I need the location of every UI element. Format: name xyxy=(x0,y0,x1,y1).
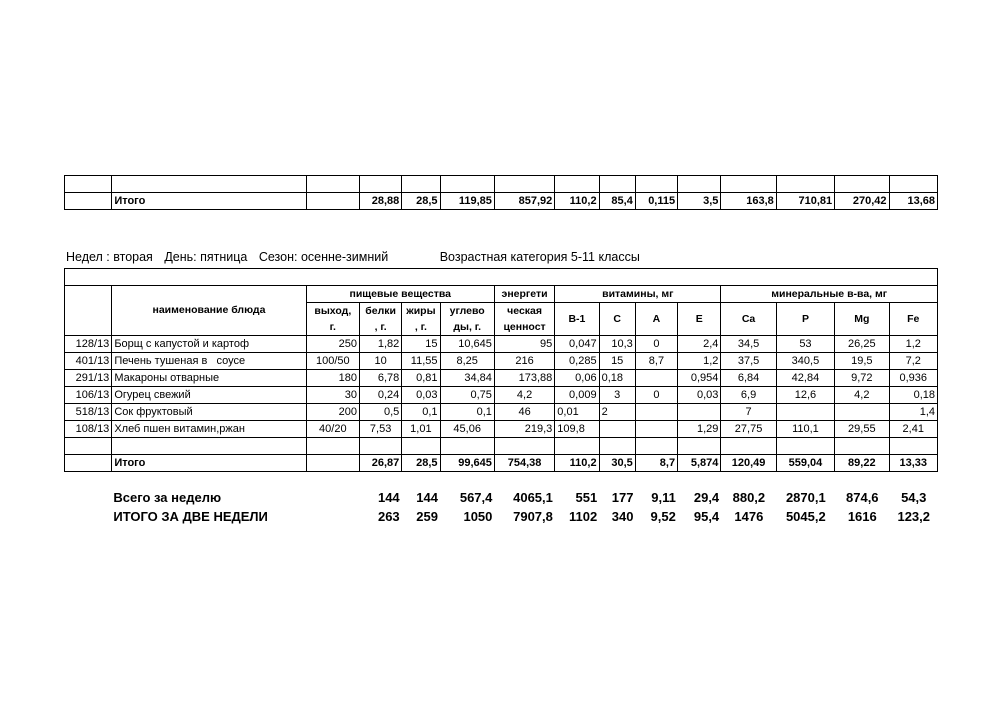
week-total-row xyxy=(64,488,938,507)
table-cell: 6,9 xyxy=(721,387,776,404)
table-cell: 1,29 xyxy=(678,421,721,438)
total-cell: 551 xyxy=(575,490,598,505)
total-cell: 30,5 xyxy=(599,455,635,472)
table-cell: 0,5 xyxy=(359,404,401,421)
total-cell: 123,2 xyxy=(897,509,931,524)
total-cell: 880,2 xyxy=(732,490,766,505)
total-row xyxy=(65,455,938,472)
blank-top-row xyxy=(65,269,938,286)
table-cell: 0,24 xyxy=(359,387,401,404)
table-cell: 37,5 xyxy=(721,353,776,370)
recipe-code: 401/13 xyxy=(65,353,112,370)
total-cell: 270,42 xyxy=(835,193,889,210)
table-cell: 109,8 xyxy=(555,421,599,438)
total-cell: 5,874 xyxy=(678,455,721,472)
table-cell: 180 xyxy=(306,370,359,387)
dish-name: Огурец свежий xyxy=(112,387,306,404)
vitamins-header: витамины, мг xyxy=(555,286,721,303)
table-cell: 19,5 xyxy=(835,353,889,370)
table-cell: 12,6 xyxy=(776,387,834,404)
two-weeks-total-label: ИТОГО ЗА ДВЕ НЕДЕЛИ xyxy=(113,509,268,524)
table-cell: 45,06 xyxy=(440,421,494,438)
total-cell: 144 xyxy=(377,490,400,505)
previous-day-table xyxy=(64,175,938,210)
table-cell: 0,1 xyxy=(402,404,440,421)
total-cell: 9,52 xyxy=(650,509,676,524)
table-cell: 0,009 xyxy=(555,387,599,404)
min-ca-header: Ca xyxy=(721,303,776,336)
total-cell: 28,5 xyxy=(402,455,440,472)
total-cell: 26,87 xyxy=(359,455,401,472)
protein-unit: , г. xyxy=(359,319,401,336)
table-row xyxy=(65,421,938,438)
table-cell: 0,01 xyxy=(555,404,599,421)
table-cell: 1,82 xyxy=(359,336,401,353)
table-cell: 7 xyxy=(721,404,776,421)
table-cell: 200 xyxy=(306,404,359,421)
table-cell: 9,72 xyxy=(835,370,889,387)
table-cell: 0 xyxy=(635,336,677,353)
table-cell: 216 xyxy=(494,353,554,370)
total-cell: 119,85 xyxy=(440,193,494,210)
header-row-1 xyxy=(65,286,938,303)
table-cell: 7,2 xyxy=(889,353,938,370)
table-row xyxy=(65,336,938,353)
recipe-code: 108/13 xyxy=(65,421,112,438)
min-mg-header: Mg xyxy=(835,303,889,336)
table-cell: 219,3 xyxy=(494,421,554,438)
empty-row xyxy=(65,176,938,193)
empty-row xyxy=(65,438,938,455)
table-cell xyxy=(635,370,677,387)
total-cell: 3,5 xyxy=(678,193,721,210)
energy-header-1: энергети xyxy=(494,286,554,303)
table-cell: 1,2 xyxy=(889,336,938,353)
total-cell: 95,4 xyxy=(693,509,720,524)
table-cell: 0,047 xyxy=(555,336,599,353)
total-cell: 163,8 xyxy=(721,193,776,210)
vit-e-header: Е xyxy=(678,303,721,336)
table-cell xyxy=(776,404,834,421)
vit-a-header: А xyxy=(635,303,677,336)
table-cell: 250 xyxy=(306,336,359,353)
vit-b1-header: В-1 xyxy=(555,303,599,336)
menu-table xyxy=(64,268,938,472)
recipe-code: 128/13 xyxy=(65,336,112,353)
total-cell: 1616 xyxy=(847,509,877,524)
table-cell: 27,75 xyxy=(721,421,776,438)
total-cell: 13,68 xyxy=(889,193,937,210)
table-cell: 8,25 xyxy=(440,353,494,370)
table-cell: 0,06 xyxy=(555,370,599,387)
nutrients-header: пищевые вещества xyxy=(306,286,494,303)
carb-header: углево xyxy=(440,303,494,320)
table-cell: 29,55 xyxy=(835,421,889,438)
table-cell: 10 xyxy=(359,353,401,370)
total-cell: 120,49 xyxy=(721,455,776,472)
table-cell xyxy=(635,404,677,421)
table-cell: 42,84 xyxy=(776,370,834,387)
table-cell: 6,84 xyxy=(721,370,776,387)
dish-name: Печень тушеная в соусе xyxy=(112,353,306,370)
total-cell: 0,115 xyxy=(635,193,677,210)
table-cell: 0,81 xyxy=(402,370,440,387)
two-weeks-total-row xyxy=(64,507,938,526)
table-row xyxy=(65,404,938,421)
recipe-code: 106/13 xyxy=(65,387,112,404)
total-cell: 99,645 xyxy=(440,455,494,472)
table-cell: 0,285 xyxy=(555,353,599,370)
min-p-header: P xyxy=(776,303,834,336)
total-cell: 559,04 xyxy=(776,455,834,472)
energy-header-3: ценност xyxy=(494,319,554,336)
recipe-code: 518/13 xyxy=(65,404,112,421)
total-cell: 340 xyxy=(611,509,634,524)
table-cell xyxy=(835,404,889,421)
dish-name: Сок фруктовый xyxy=(112,404,306,421)
table-cell xyxy=(678,404,721,421)
menu-info-line xyxy=(66,250,640,264)
total-cell: 710,81 xyxy=(776,193,834,210)
table-cell: 100/50 xyxy=(306,353,359,370)
total-cell: 28,88 xyxy=(360,193,402,210)
total-cell: 177 xyxy=(611,490,634,505)
table-cell: 2,4 xyxy=(678,336,721,353)
table-cell: 0,18 xyxy=(599,370,635,387)
table-cell: 3 xyxy=(599,387,635,404)
week-total-label: Всего за неделю xyxy=(113,490,222,505)
total-cell: 4065,1 xyxy=(513,490,553,505)
total-cell: 54,3 xyxy=(901,490,927,505)
total-cell: 754,38 xyxy=(494,455,554,472)
total-cell: 13,33 xyxy=(889,455,938,472)
total-cell: 263 xyxy=(377,509,400,524)
table-cell: 15 xyxy=(402,336,440,353)
dish-name: Макароны отварные xyxy=(112,370,306,387)
table-cell: 7,53 xyxy=(359,421,401,438)
table-row xyxy=(65,353,938,370)
table-cell xyxy=(599,421,635,438)
table-cell: 53 xyxy=(776,336,834,353)
table-cell: 173,88 xyxy=(494,370,554,387)
table-row xyxy=(65,387,938,404)
total-cell: 1476 xyxy=(734,509,764,524)
season-label: Сезон: осенне-зимний xyxy=(258,250,389,264)
total-cell: 110,2 xyxy=(555,455,599,472)
table-cell: 26,25 xyxy=(835,336,889,353)
total-cell: 7907,8 xyxy=(513,509,553,524)
total-cell: 110,2 xyxy=(555,193,599,210)
table-cell: 95 xyxy=(494,336,554,353)
table-cell: 15 xyxy=(599,353,635,370)
table-cell: 0,954 xyxy=(678,370,721,387)
fat-unit: , г. xyxy=(402,319,440,336)
table-cell: 0 xyxy=(635,387,677,404)
day-label: День: пятница xyxy=(164,250,248,264)
table-cell: 8,7 xyxy=(635,353,677,370)
energy-header-2: ческая xyxy=(494,303,554,320)
table-cell: 110,1 xyxy=(776,421,834,438)
table-cell: 10,3 xyxy=(599,336,635,353)
dish-name-header: наименование блюда xyxy=(112,286,306,336)
table-cell: 340,5 xyxy=(776,353,834,370)
dish-name: Хлеб пшен витамин,ржан xyxy=(112,421,306,438)
total-label: Итого xyxy=(112,455,306,472)
total-cell: 144 xyxy=(416,490,438,505)
recipe-code: 291/13 xyxy=(65,370,112,387)
yield-header: выход, xyxy=(306,303,359,320)
table-cell: 2,41 xyxy=(889,421,938,438)
table-cell xyxy=(635,421,677,438)
carb-unit: ды, г. xyxy=(440,319,494,336)
table-cell: 30 xyxy=(306,387,359,404)
table-row xyxy=(65,370,938,387)
total-cell: 1050 xyxy=(463,509,493,524)
table-cell: 34,84 xyxy=(440,370,494,387)
table-cell: 0,936 xyxy=(889,370,938,387)
total-cell: 89,22 xyxy=(835,455,889,472)
dish-name: Борщ с капустой и картоф xyxy=(112,336,306,353)
table-cell: 4,2 xyxy=(494,387,554,404)
table-cell: 10,645 xyxy=(440,336,494,353)
total-cell: 85,4 xyxy=(599,193,635,210)
table-cell: 46 xyxy=(494,404,554,421)
total-cell: 2870,1 xyxy=(785,490,826,505)
total-cell: 9,11 xyxy=(651,490,676,505)
table-cell: 40/20 xyxy=(306,421,359,438)
age-category-label: Возрастная категория 5-11 классы xyxy=(439,250,640,264)
vit-c-header: С xyxy=(599,303,635,336)
total-cell: 29,4 xyxy=(693,490,720,505)
table-cell: 0,03 xyxy=(678,387,721,404)
protein-header: белки xyxy=(359,303,401,320)
total-cell: 1102 xyxy=(569,509,598,524)
total-cell: 567,4 xyxy=(459,490,493,505)
table-cell: 0,03 xyxy=(402,387,440,404)
table-cell: 0,18 xyxy=(889,387,938,404)
table-cell: 6,78 xyxy=(359,370,401,387)
total-cell: 5045,2 xyxy=(785,509,826,524)
total-cell: 874,6 xyxy=(846,490,879,505)
min-fe-header: Fe xyxy=(889,303,938,336)
table-cell: 1,4 xyxy=(889,404,938,421)
table-cell: 1,01 xyxy=(402,421,440,438)
previous-total-row xyxy=(65,193,938,210)
table-cell: 0,75 xyxy=(440,387,494,404)
total-cell: 259 xyxy=(416,509,438,524)
week-label: Недел : вторая xyxy=(66,250,153,264)
table-cell: 34,5 xyxy=(721,336,776,353)
table-cell: 11,55 xyxy=(402,353,440,370)
total-cell: 28,5 xyxy=(402,193,440,210)
table-cell: 1,2 xyxy=(678,353,721,370)
table-cell: 2 xyxy=(599,404,635,421)
yield-unit: г. xyxy=(306,319,359,336)
fat-header: жиры xyxy=(402,303,440,320)
total-cell: 8,7 xyxy=(635,455,677,472)
total-cell: 857,92 xyxy=(494,193,554,210)
grand-totals xyxy=(64,488,938,526)
minerals-header: минеральные в-ва, мг xyxy=(721,286,938,303)
table-cell: 0,1 xyxy=(440,404,494,421)
table-cell: 4,2 xyxy=(835,387,889,404)
total-label: Итого xyxy=(112,193,306,210)
